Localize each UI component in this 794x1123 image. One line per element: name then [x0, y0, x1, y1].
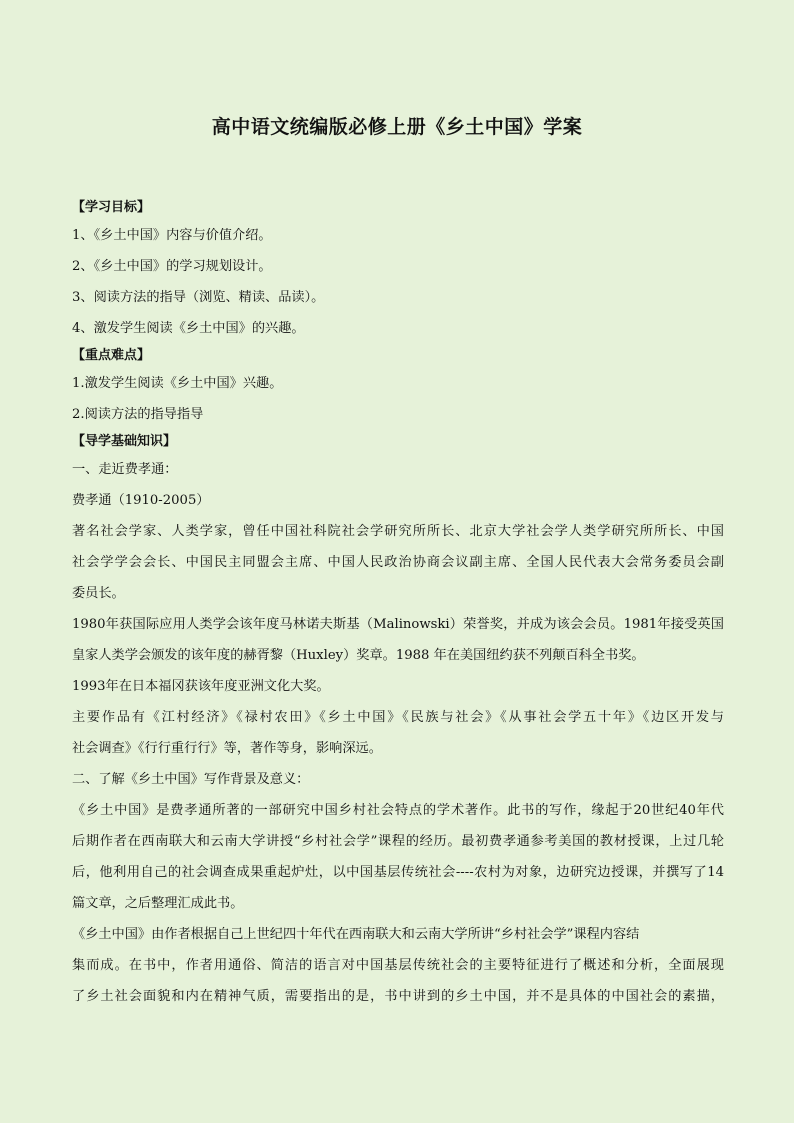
meaning-line: 《乡土中国》由作者根据自己上世纪四十年代在西南联大和云南大学所讲“乡村社会学”课程内容结 — [72, 927, 640, 942]
works-line: 社会调查》《行行重行行》等，著作等身，影响深远。 — [72, 741, 382, 756]
goal-item: 1、《乡土中国》内容与价值介绍。 — [72, 228, 272, 243]
background-line: 篇文章，之后整理汇成此书。 — [72, 896, 244, 911]
part2-title: 二、了解《乡土中国》写作背景及意义： — [72, 772, 310, 787]
works-line: 主要作品有《江村经济》《禄村农田》《乡土中国》《民族与社会》《从事社会学五十年》《边区开发与 — [72, 710, 724, 725]
meaning-line: 集而成。在书中，作者用通俗、简洁的语言对中国基层传统社会的主要特征进行了概述和分析，全面展现 — [72, 958, 724, 973]
document-title: 高中语文统编版必修上册《乡土中国》学案 — [211, 116, 583, 138]
author-line: 费孝通（1910-2005） — [72, 493, 210, 508]
key-item: 1.激发学生阅读《乡土中国》兴趣。 — [72, 376, 283, 391]
background-line: 后期作者在西南联大和云南大学讲授“乡村社会学”课程的经历。最初费孝通参考美国的教材授课，上过几轮 — [72, 834, 724, 849]
award-line: 1980年获国际应用人类学会该年度马林诺夫斯基（Malinowski）荣誉奖，并成为该会会员。1981年接受英国 — [72, 617, 724, 632]
goal-item: 4、激发学生阅读《乡土中国》的兴趣。 — [72, 321, 305, 336]
award-line: 皇家人类学会颁发的该年度的赫胥黎（Huxley）奖章。1988 年在美国纽约获不列颠百科全书奖。 — [72, 648, 645, 663]
bio-line: 委员长。 — [72, 586, 125, 601]
basics-heading: 【导学基础知识】 — [72, 434, 177, 449]
background-line: 《乡土中国》是费孝通所著的一部研究中国乡村社会特点的学术著作。此书的写作，缘起于20世纪40年代 — [72, 803, 724, 818]
goal-item: 2、《乡土中国》的学习规划设计。 — [72, 259, 272, 274]
meaning-line: 了乡土社会面貌和内在精神气质，需要指出的是，书中讲到的乡土中国，并不是具体的中国社会的素描， — [72, 989, 724, 1004]
background-line: 后，他利用自己的社会调查成果重起炉灶，以中国基层传统社会----农村为对象，边研究边授课，并撰写了14 — [72, 865, 724, 880]
bio-line: 著名社会学家、人类学家，曾任中国社科院社会学研究所所长、北京大学社会学人类学研究所所长、中国 — [72, 524, 724, 539]
key-heading: 【重点难点】 — [72, 348, 151, 363]
document-body — [72, 196, 724, 1012]
goals-heading: 【学习目标】 — [72, 200, 151, 215]
goal-item: 3、阅读方法的指导（浏览、精读、品读）。 — [72, 290, 325, 305]
bio-line: 社会学学会会长、中国民主同盟会主席、中国人民政治协商会议副主席、全国人民代表大会常务委员会副 — [72, 555, 724, 570]
award-line: 1993年在日本福冈获该年度亚洲文化大奖。 — [72, 679, 330, 694]
part1-title: 一、走近费孝通： — [72, 462, 178, 477]
key-item: 2.阅读方法的指导指导 — [72, 407, 204, 422]
